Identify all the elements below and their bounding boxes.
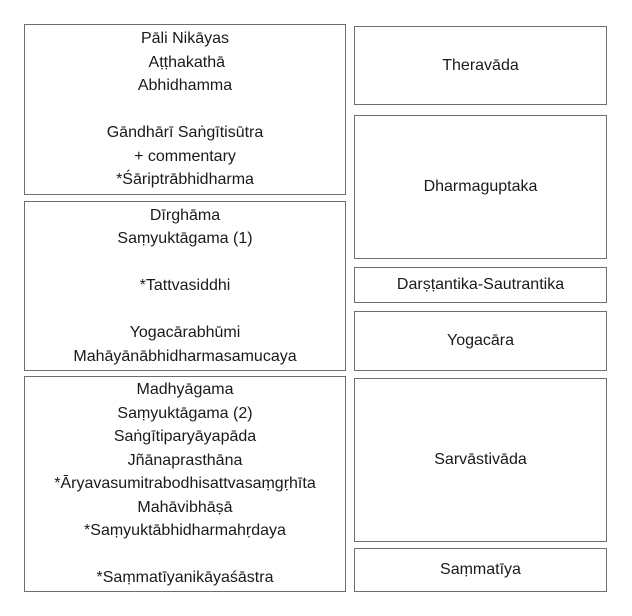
text-line: Aṭṭhakathā — [144, 53, 226, 71]
school-label: Saṃmatīya — [440, 561, 521, 578]
text-line: Yogacārabhūmi — [129, 324, 241, 342]
text-line: Mahāvibhāṣā — [137, 498, 233, 516]
text-line: Mahāyānābhidharmasamucaya — [73, 347, 297, 365]
school-box-dharmaguptaka — [354, 115, 607, 259]
text-line: *Saṃmatīyanikāyaśāstra — [96, 569, 274, 587]
school-label: Yogacāra — [446, 332, 515, 349]
text-line: *Śāriptrābhidharma — [116, 171, 254, 189]
text-line: *Saṃyuktābhidharmahṛdaya — [84, 522, 286, 540]
text-line: Dīrghāma — [149, 206, 221, 224]
text-line: Saṃyuktāgama (1) — [117, 230, 253, 248]
text-group-box-3 — [24, 376, 346, 592]
school-label: Dharmaguptaka — [423, 178, 538, 195]
text-line: Jñānaprasthāna — [127, 451, 243, 469]
text-line: Gāndhārī Saṅgītisūtra — [106, 124, 264, 142]
text-line: Pāli Nikāyas — [140, 30, 230, 48]
school-label: Darṣṭantika-Sautrantika — [396, 276, 565, 293]
school-box-yogacara — [354, 311, 607, 371]
text-group-box-2 — [24, 201, 346, 371]
school-box-sarvastivada — [354, 378, 607, 542]
text-line: Saṃyuktāgama (2) — [117, 404, 253, 422]
text-line: Madhyāgama — [136, 381, 234, 399]
text-line: + commentary — [134, 147, 236, 165]
text-line: *Tattvasiddhi — [139, 277, 231, 295]
school-label: Theravāda — [442, 56, 519, 74]
text-group-box-1 — [24, 24, 346, 195]
school-box-theravada — [354, 26, 607, 105]
school-label: Sarvāstivāda — [434, 451, 527, 468]
school-box-sammatiya — [354, 548, 607, 592]
school-box-darstantika-sautrantika — [354, 267, 607, 303]
text-line: *Āryavasumitrabodhisattvasaṃgṛhīta — [54, 475, 316, 493]
text-line: Saṅgītiparyāyapāda — [113, 428, 257, 446]
text-line: Abhidhamma — [137, 77, 233, 95]
